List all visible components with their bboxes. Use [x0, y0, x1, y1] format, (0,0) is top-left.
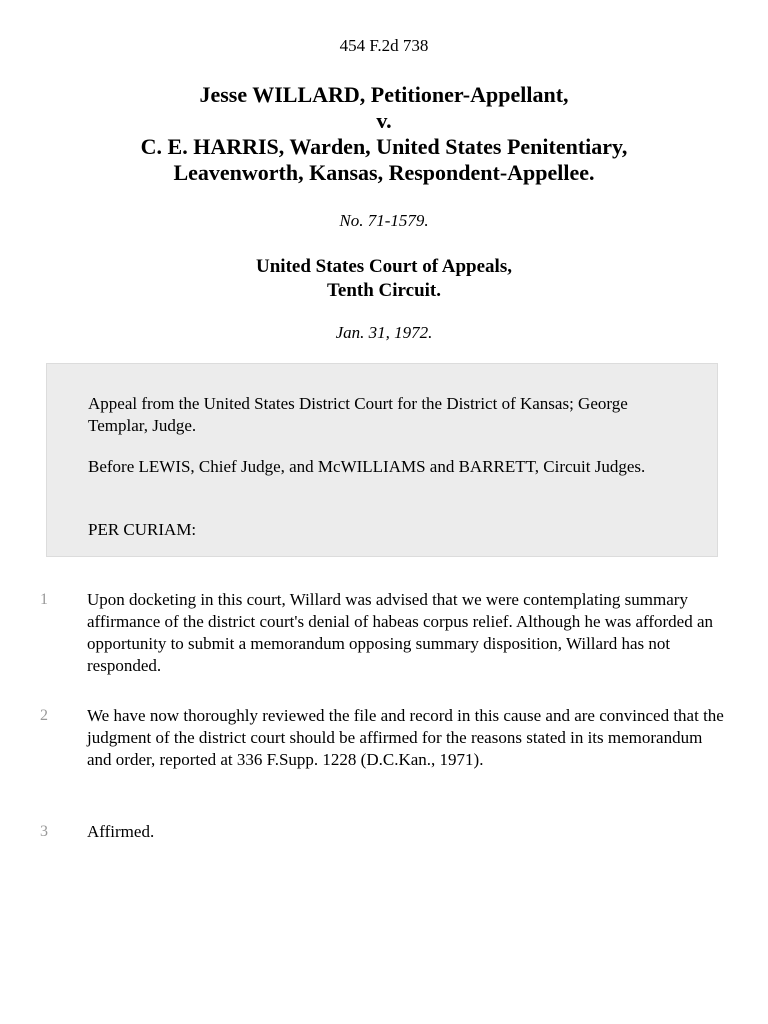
panel-statement: Before LEWIS, Chief Judge, and McWILLIAMS and BARRETT, Circuit Judges.: [88, 457, 646, 476]
paragraph-number: 2: [40, 707, 48, 724]
appeal-statement: Appeal from the United States District Court for the District of Kansas; George Templar, Judge.: [88, 394, 628, 435]
preliminary-box: [46, 363, 718, 557]
versus-line: v.: [376, 108, 392, 133]
decision-date: Jan. 31, 1972.: [335, 323, 433, 342]
paragraph-text: Affirmed.: [87, 822, 155, 841]
docket-number: No. 71-1579.: [339, 211, 429, 230]
court-name-line-1: United States Court of Appeals,: [256, 256, 512, 277]
per-curiam-label: PER CURIAM:: [88, 520, 197, 539]
court-name-line-2: Tenth Circuit.: [326, 280, 442, 301]
paragraph-number: 3: [40, 823, 48, 840]
paragraph-text: Upon docketing in this court, Willard was advised that we were contemplating summary affirmance of the district court's denial of habeas corpus relief. Although he was afforded an opportunity to submit a memorandum opposing summary disposition, Willard has not responded.: [87, 590, 714, 675]
court-name: [0, 255, 768, 303]
case-caption: [0, 82, 768, 186]
appellee-line: C. E. HARRIS, Warden, United States Penitentiary,: [140, 134, 628, 159]
case-citation: 454 F.2d 738: [339, 36, 429, 55]
paragraph-text: We have now thoroughly reviewed the file and record in this cause and are convinced that the judgment of the district court should be affirmed for the reasons stated in its memorandum and order, reported at 336 F.Supp. 1228 (D.C.Kan., 1971).: [87, 706, 724, 769]
paragraph-number: 1: [40, 591, 48, 608]
appellant-line: Jesse WILLARD, Petitioner-Appellant,: [199, 82, 569, 107]
appellee-line-continued: Leavenworth, Kansas, Respondent-Appellee.: [173, 160, 595, 185]
